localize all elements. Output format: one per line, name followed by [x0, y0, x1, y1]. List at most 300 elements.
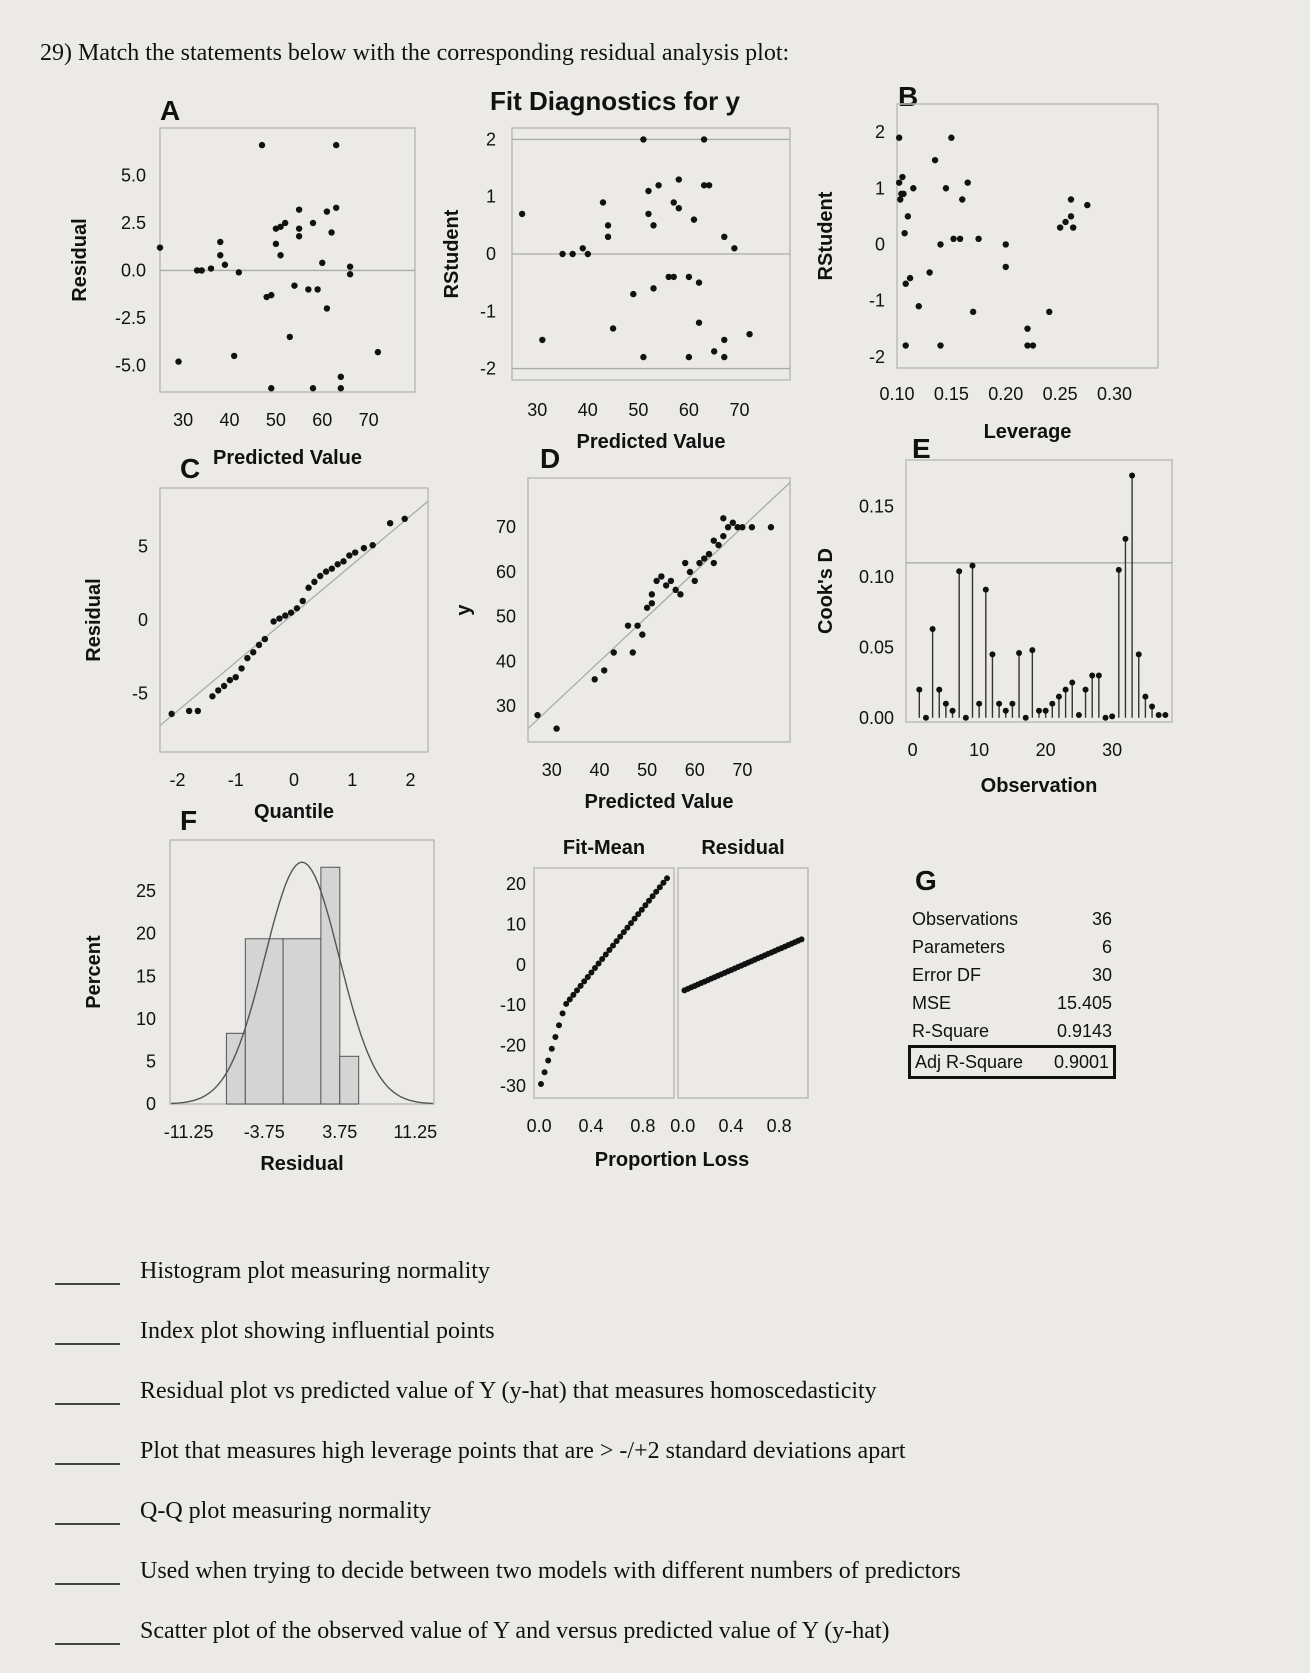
data-point: [175, 358, 181, 364]
y-tick-label: -2.5: [114, 307, 146, 328]
data-point: [347, 263, 353, 269]
data-point: [1068, 196, 1074, 202]
data-point: [605, 234, 611, 240]
data-point: [645, 188, 651, 194]
data-point: [157, 244, 163, 250]
stat-value: 30: [1091, 965, 1112, 985]
data-point: [715, 542, 721, 548]
data-point: [676, 176, 682, 182]
data-point: [730, 520, 736, 526]
data-point: [334, 561, 340, 567]
y-tick-label: 0.15: [858, 496, 894, 517]
data-point: [701, 136, 707, 142]
data-point: [976, 701, 982, 707]
data-point: [1046, 309, 1052, 315]
data-point: [916, 687, 922, 693]
x-tick-label: 0.25: [1042, 384, 1078, 404]
y-tick-label: -1: [868, 290, 885, 311]
x-tick-label: 11.25: [393, 1122, 438, 1142]
y-tick-label: 40: [495, 651, 516, 672]
data-point: [768, 524, 774, 530]
data-point: [996, 701, 1002, 707]
data-point: [672, 587, 678, 593]
y-tick-label: 0.05: [858, 637, 894, 658]
data-point: [903, 281, 909, 287]
stat-value: 0.9143: [1056, 1021, 1112, 1041]
data-point: [721, 337, 727, 343]
y-tick-label: 20: [505, 874, 526, 895]
data-point: [630, 291, 636, 297]
data-point: [277, 252, 283, 258]
panel-title: Residual: [701, 837, 785, 859]
data-point: [663, 582, 669, 588]
data-point: [964, 179, 970, 185]
x-tick-label: 0.20: [988, 384, 1024, 404]
data-point: [1069, 680, 1075, 686]
x-tick-label: 2: [405, 770, 416, 790]
x-tick-label: -1: [227, 770, 244, 790]
x-tick-label: -11.25: [163, 1122, 214, 1142]
data-point: [605, 222, 611, 228]
data-point: [1056, 694, 1062, 700]
data-point: [259, 142, 265, 148]
data-point: [975, 236, 981, 242]
data-point: [323, 568, 329, 574]
data-point: [970, 309, 976, 315]
y-tick-label: -10: [499, 995, 526, 1016]
x-tick-label: 0.30: [1096, 384, 1133, 404]
data-point: [287, 334, 293, 340]
data-point: [1063, 687, 1069, 693]
letter-f: F: [180, 805, 198, 836]
x-tick-label: 50: [637, 760, 658, 780]
stat-value: 0.9001: [1053, 1052, 1109, 1072]
data-point: [305, 286, 311, 292]
data-point: [649, 591, 655, 597]
stat-row-adj-r-square: [908, 1045, 1116, 1079]
statement-item: [55, 1285, 1255, 1345]
data-point: [686, 354, 692, 360]
y-tick-label: -2: [868, 346, 885, 367]
data-point: [347, 271, 353, 277]
y-axis-label: Residual: [83, 578, 105, 662]
data-point: [324, 208, 330, 214]
data-point: [310, 385, 316, 391]
data-point: [361, 545, 367, 551]
data-point: [644, 605, 650, 611]
stat-row: [908, 905, 1116, 933]
statement-text: Index plot showing influential points: [140, 1318, 495, 1344]
data-point: [329, 565, 335, 571]
data-point: [696, 320, 702, 326]
answer-blank[interactable]: [55, 1323, 120, 1345]
stat-label: Adj R-Square: [915, 1052, 1024, 1072]
data-point: [559, 251, 565, 257]
data-point: [195, 708, 201, 714]
letter-c: C: [180, 453, 201, 484]
x-tick-label: 40: [219, 410, 240, 430]
x-tick-label: 0.4: [578, 1116, 604, 1136]
data-point: [1003, 708, 1009, 714]
data-point: [291, 282, 297, 288]
data-point: [208, 265, 214, 271]
data-point: [943, 185, 949, 191]
y-tick-label: 70: [495, 517, 516, 538]
stat-label: Error DF: [912, 965, 981, 985]
data-point: [1049, 701, 1055, 707]
y-tick-label: 0: [145, 1094, 156, 1114]
data-point: [1103, 715, 1109, 721]
data-point: [943, 701, 949, 707]
data-point: [686, 274, 692, 280]
statement-item: [55, 1465, 1255, 1525]
y-tick-label: 10: [135, 1008, 156, 1029]
x-tick-label: 0.8: [630, 1116, 656, 1136]
data-point: [611, 649, 617, 655]
data-point: [668, 578, 674, 584]
data-point: [233, 674, 239, 680]
data-point: [701, 555, 707, 561]
answer-blank[interactable]: [55, 1503, 120, 1525]
data-point: [692, 578, 698, 584]
fit-statistics-table: [908, 905, 1116, 1079]
data-point: [231, 353, 237, 359]
x-tick-label: 0.0: [670, 1116, 696, 1136]
data-point: [294, 605, 300, 611]
data-point: [658, 573, 664, 579]
data-point: [1062, 219, 1068, 225]
data-point: [256, 642, 262, 648]
data-point: [671, 199, 677, 205]
data-point: [610, 325, 616, 331]
stat-label: R-Square: [912, 1021, 990, 1041]
data-point: [905, 213, 911, 219]
statement-item: [55, 1345, 1255, 1405]
data-point: [650, 285, 656, 291]
data-point: [1068, 213, 1074, 219]
y-axis-label: Percent: [83, 935, 105, 1009]
x-tick-label: 40: [589, 760, 610, 780]
data-point: [333, 205, 339, 211]
data-point: [721, 234, 727, 240]
statement-item: [55, 1225, 1255, 1285]
data-point: [552, 1034, 558, 1040]
data-point: [236, 269, 242, 275]
y-tick-label: -1: [479, 301, 496, 322]
data-point: [580, 245, 586, 251]
y-tick-label: 0.10: [858, 566, 894, 587]
data-point: [1109, 713, 1115, 719]
data-point: [553, 725, 559, 731]
data-point: [317, 573, 323, 579]
data-point: [282, 612, 288, 618]
data-point: [1003, 264, 1009, 270]
data-point: [545, 1058, 551, 1064]
data-point: [168, 711, 174, 717]
x-tick-label: 60: [678, 400, 699, 420]
data-point: [645, 211, 651, 217]
data-point: [1023, 715, 1029, 721]
data-point: [900, 191, 906, 197]
x-axis-label: Proportion Loss: [594, 1149, 750, 1171]
data-point: [401, 516, 407, 522]
answer-blank[interactable]: [55, 1263, 120, 1285]
data-point: [311, 579, 317, 585]
data-point: [720, 515, 726, 521]
y-tick-label: 60: [495, 561, 516, 582]
x-tick-label: -2: [169, 770, 186, 790]
data-point: [948, 135, 954, 141]
statement-text: Scatter plot of the observed value of Y and versus predicted value of Y (y-hat): [140, 1618, 890, 1644]
x-tick-label: 0.4: [718, 1116, 744, 1136]
stat-label: Observations: [912, 909, 1019, 929]
data-point: [625, 622, 631, 628]
y-tick-label: 0: [485, 244, 496, 264]
y-tick-label: 0.00: [858, 707, 894, 728]
data-point: [739, 524, 745, 530]
data-point: [749, 524, 755, 530]
data-point: [639, 631, 645, 637]
data-point: [677, 591, 683, 597]
histogram-bar: [283, 939, 321, 1104]
y-tick-label: 25: [135, 881, 156, 902]
data-point: [519, 211, 525, 217]
y-tick-label: -5.0: [114, 355, 146, 376]
y-tick-label: 20: [135, 923, 156, 944]
x-tick-label: 50: [265, 410, 286, 430]
data-point: [542, 1069, 548, 1075]
y-tick-label: 2.5: [120, 212, 146, 233]
data-point: [649, 600, 655, 606]
y-tick-label: 1: [874, 178, 885, 199]
data-point: [706, 551, 712, 557]
stat-row: [908, 933, 1116, 961]
letter-b: B: [898, 81, 919, 112]
data-point: [1009, 701, 1015, 707]
data-point: [296, 233, 302, 239]
answer-blank[interactable]: [55, 1383, 120, 1405]
x-tick-label: 0.10: [879, 384, 915, 404]
data-point: [569, 251, 575, 257]
data-point: [324, 305, 330, 311]
x-tick-label: -3.75: [243, 1122, 285, 1142]
data-point: [217, 252, 223, 258]
x-tick-label: 70: [358, 410, 379, 430]
data-point: [725, 524, 731, 530]
data-point: [1129, 472, 1135, 478]
data-point: [369, 542, 375, 548]
histogram-bar: [340, 1056, 359, 1104]
data-point: [340, 558, 346, 564]
data-point: [538, 1081, 544, 1087]
y-tick-label: 50: [495, 606, 516, 627]
data-point: [1149, 704, 1155, 710]
plot-frame: [534, 868, 674, 1098]
data-point: [1136, 651, 1142, 657]
data-point: [910, 185, 916, 191]
data-point: [687, 569, 693, 575]
x-axis-label: Predicted Value: [584, 791, 734, 813]
data-point: [923, 715, 929, 721]
reference-line: [528, 482, 790, 728]
data-point: [916, 303, 922, 309]
question-title: 29) Match the statements below with the corresponding residual analysis plot:: [40, 40, 790, 66]
data-point: [970, 563, 976, 569]
statement-item: [55, 1405, 1255, 1465]
answer-blank[interactable]: [55, 1623, 120, 1645]
data-point: [950, 236, 956, 242]
data-point: [630, 649, 636, 655]
data-point: [957, 236, 963, 242]
data-point: [799, 936, 805, 942]
stat-row: [908, 961, 1116, 989]
data-point: [539, 337, 545, 343]
data-point: [262, 636, 268, 642]
data-point: [1076, 712, 1082, 718]
data-point: [268, 292, 274, 298]
y-tick-label: 10: [505, 914, 526, 935]
data-point: [305, 585, 311, 591]
y-axis-label: Residual: [69, 218, 91, 302]
x-tick-label: 60: [312, 410, 333, 430]
data-point: [282, 220, 288, 226]
data-point: [937, 241, 943, 247]
data-point: [1016, 650, 1022, 656]
data-point: [534, 712, 540, 718]
x-tick-label: 0: [907, 740, 918, 760]
y-axis-label: RStudent: [441, 209, 463, 299]
x-tick-label: 50: [628, 400, 649, 420]
x-axis-label: Predicted Value: [576, 431, 726, 453]
answer-blank[interactable]: [55, 1443, 120, 1465]
data-point: [209, 693, 215, 699]
statement-list: [55, 1225, 1255, 1645]
data-point: [1142, 694, 1148, 700]
data-point: [896, 135, 902, 141]
data-point: [585, 251, 591, 257]
data-point: [221, 683, 227, 689]
y-tick-label: 15: [135, 966, 156, 987]
statement-text: Plot that measures high leverage points that are > -/+2 standard deviations apart: [140, 1438, 906, 1464]
stat-value: 15.405: [1056, 993, 1112, 1013]
y-tick-label: 0.0: [120, 260, 146, 281]
data-point: [899, 174, 905, 180]
y-tick-label: 5: [145, 1051, 156, 1072]
data-point: [186, 708, 192, 714]
y-tick-label: 0: [874, 234, 885, 255]
data-point: [556, 1022, 562, 1028]
data-point: [930, 626, 936, 632]
data-point: [296, 206, 302, 212]
data-point: [338, 374, 344, 380]
x-tick-label: 30: [173, 410, 194, 430]
data-point: [901, 230, 907, 236]
data-point: [650, 222, 656, 228]
statement-item: [55, 1585, 1255, 1645]
x-tick-label: 10: [969, 740, 990, 760]
data-point: [1030, 342, 1036, 348]
data-point: [959, 196, 965, 202]
stat-label: MSE: [912, 993, 952, 1013]
answer-blank[interactable]: [55, 1563, 120, 1585]
statement-text: Histogram plot measuring normality: [140, 1258, 490, 1284]
data-point: [328, 229, 334, 235]
statement-item: [55, 1525, 1255, 1585]
y-tick-label: 5.0: [120, 165, 146, 186]
y-tick-label: -5: [131, 683, 148, 704]
data-point: [549, 1046, 555, 1052]
data-point: [591, 676, 597, 682]
data-point: [600, 199, 606, 205]
data-point: [655, 182, 661, 188]
letter-g: G: [915, 865, 937, 896]
data-point: [319, 260, 325, 266]
x-tick-label: 30: [541, 760, 562, 780]
data-point: [352, 549, 358, 555]
fit-diagnostics-title: Fit Diagnostics for y: [490, 86, 740, 116]
data-point: [1070, 224, 1076, 230]
data-point: [711, 348, 717, 354]
histogram-bar: [245, 939, 283, 1104]
y-tick-label: -2: [479, 358, 496, 379]
data-point: [296, 225, 302, 231]
data-point: [560, 1010, 566, 1016]
data-point: [932, 157, 938, 163]
data-point: [1043, 708, 1049, 714]
data-point: [956, 568, 962, 574]
data-point: [310, 220, 316, 226]
x-tick-label: 30: [1102, 740, 1123, 760]
y-tick-label: 30: [495, 696, 516, 717]
y-axis-label: Cook's D: [815, 548, 837, 634]
x-axis-label: Predicted Value: [213, 447, 362, 469]
y-axis-label: RStudent: [815, 191, 837, 281]
x-axis-label: Quantile: [253, 801, 335, 823]
data-point: [387, 520, 393, 526]
letter-a: A: [160, 95, 181, 126]
data-point: [1029, 647, 1035, 653]
data-point: [640, 136, 646, 142]
data-point: [983, 587, 989, 593]
statement-text: Used when trying to decide between two models with different numbers of predictors: [140, 1558, 961, 1584]
y-tick-label: 2: [485, 129, 496, 150]
x-tick-label: 20: [1035, 740, 1056, 760]
data-point: [691, 216, 697, 222]
data-point: [227, 677, 233, 683]
data-point: [676, 205, 682, 211]
x-tick-label: 30: [527, 400, 548, 420]
y-axis-label: y: [453, 604, 475, 616]
data-point: [720, 533, 726, 539]
data-point: [601, 667, 607, 673]
data-point: [907, 275, 913, 281]
data-point: [338, 385, 344, 391]
data-point: [1036, 708, 1042, 714]
data-point: [989, 651, 995, 657]
data-point: [314, 286, 320, 292]
data-point: [746, 331, 752, 337]
data-point: [346, 552, 352, 558]
data-point: [333, 142, 339, 148]
data-point: [671, 274, 677, 280]
data-point: [1089, 673, 1095, 679]
data-point: [222, 262, 228, 268]
x-tick-label: 60: [684, 760, 705, 780]
data-point: [238, 665, 244, 671]
stat-value: 6: [1101, 937, 1112, 957]
data-point: [1096, 673, 1102, 679]
y-tick-label: 2: [874, 122, 885, 143]
